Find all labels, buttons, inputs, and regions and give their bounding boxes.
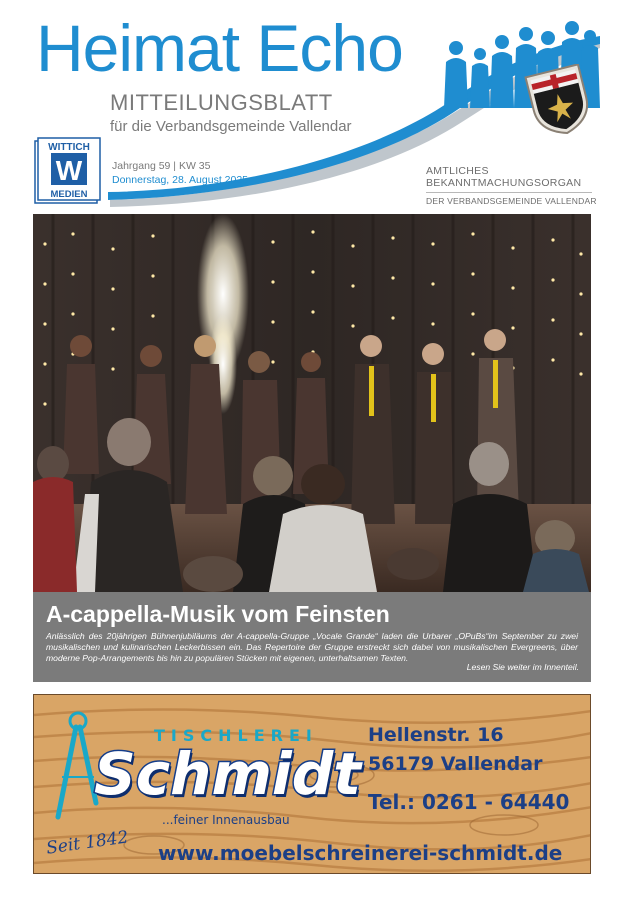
cover-story-box [33, 592, 591, 682]
ad-street: Hellenstr. 16 [368, 724, 504, 746]
publisher-logo-bottom: MEDIEN [50, 189, 88, 200]
masthead-title: Heimat Echo [36, 11, 403, 85]
publisher-logo-letter: W [55, 155, 83, 186]
masthead-subtitle: MITTEILUNGSBLATT [110, 90, 333, 115]
ad-website: www.moebelschreinerei-schmidt.de [158, 841, 563, 865]
official-divider [426, 192, 592, 193]
ad-since: Seit 1842 [45, 827, 130, 859]
ad-company-name: Schmidt [94, 740, 362, 808]
official-line-3: DER VERBANDSGEMEINDE VALLENDAR [426, 196, 597, 206]
issue-date: Donnerstag, 28. August 2025 [112, 174, 249, 186]
vallendar-coat-of-arms-icon [524, 64, 594, 136]
wittich-medien-logo [34, 137, 102, 205]
ad-slogan: ...feiner Innenausbau [162, 813, 290, 827]
cover-headline: A-cappella-Musik vom Feinsten [46, 601, 390, 627]
official-line-1: AMTLICHES [426, 165, 489, 177]
masthead-subline: für die Verbandsgemeinde Vallendar [110, 118, 352, 135]
advertisement-tischlerei-schmidt [33, 694, 591, 874]
read-more-note: Lesen Sie weiter im Innenteil. [466, 662, 579, 672]
ad-city: 56179 Vallendar [368, 753, 543, 775]
official-organ-label [426, 165, 592, 189]
official-line-2: BEKANNTMACHUNGSORGAN [426, 177, 582, 189]
stage-scene [33, 214, 591, 592]
publisher-logo-top: WITTICH [48, 142, 90, 153]
cover-teaser: Anlässlich des 20jährigen Bühnenjubiläums der A-cappella-Gruppe „Vocale Grande“ laden die Urbarer „OPuBs“im September zu zwei musikalischen und kulinarischen Leckerbissen ein. Das Repertoire der Gruppe erstreckt sich dabei von musikalischen Evergreens, über moderne Pop-Arrangements bis hin zu populären Stücken mit eigenen, unterhaltsamen Texten. [46, 631, 578, 663]
issue-volume: Jahrgang 59 | KW 35 [112, 160, 211, 172]
ad-tagline: TISCHLEREI [154, 726, 318, 745]
ad-phone: Tel.: 0261 - 64440 [368, 790, 570, 814]
cover-photo [33, 214, 591, 592]
